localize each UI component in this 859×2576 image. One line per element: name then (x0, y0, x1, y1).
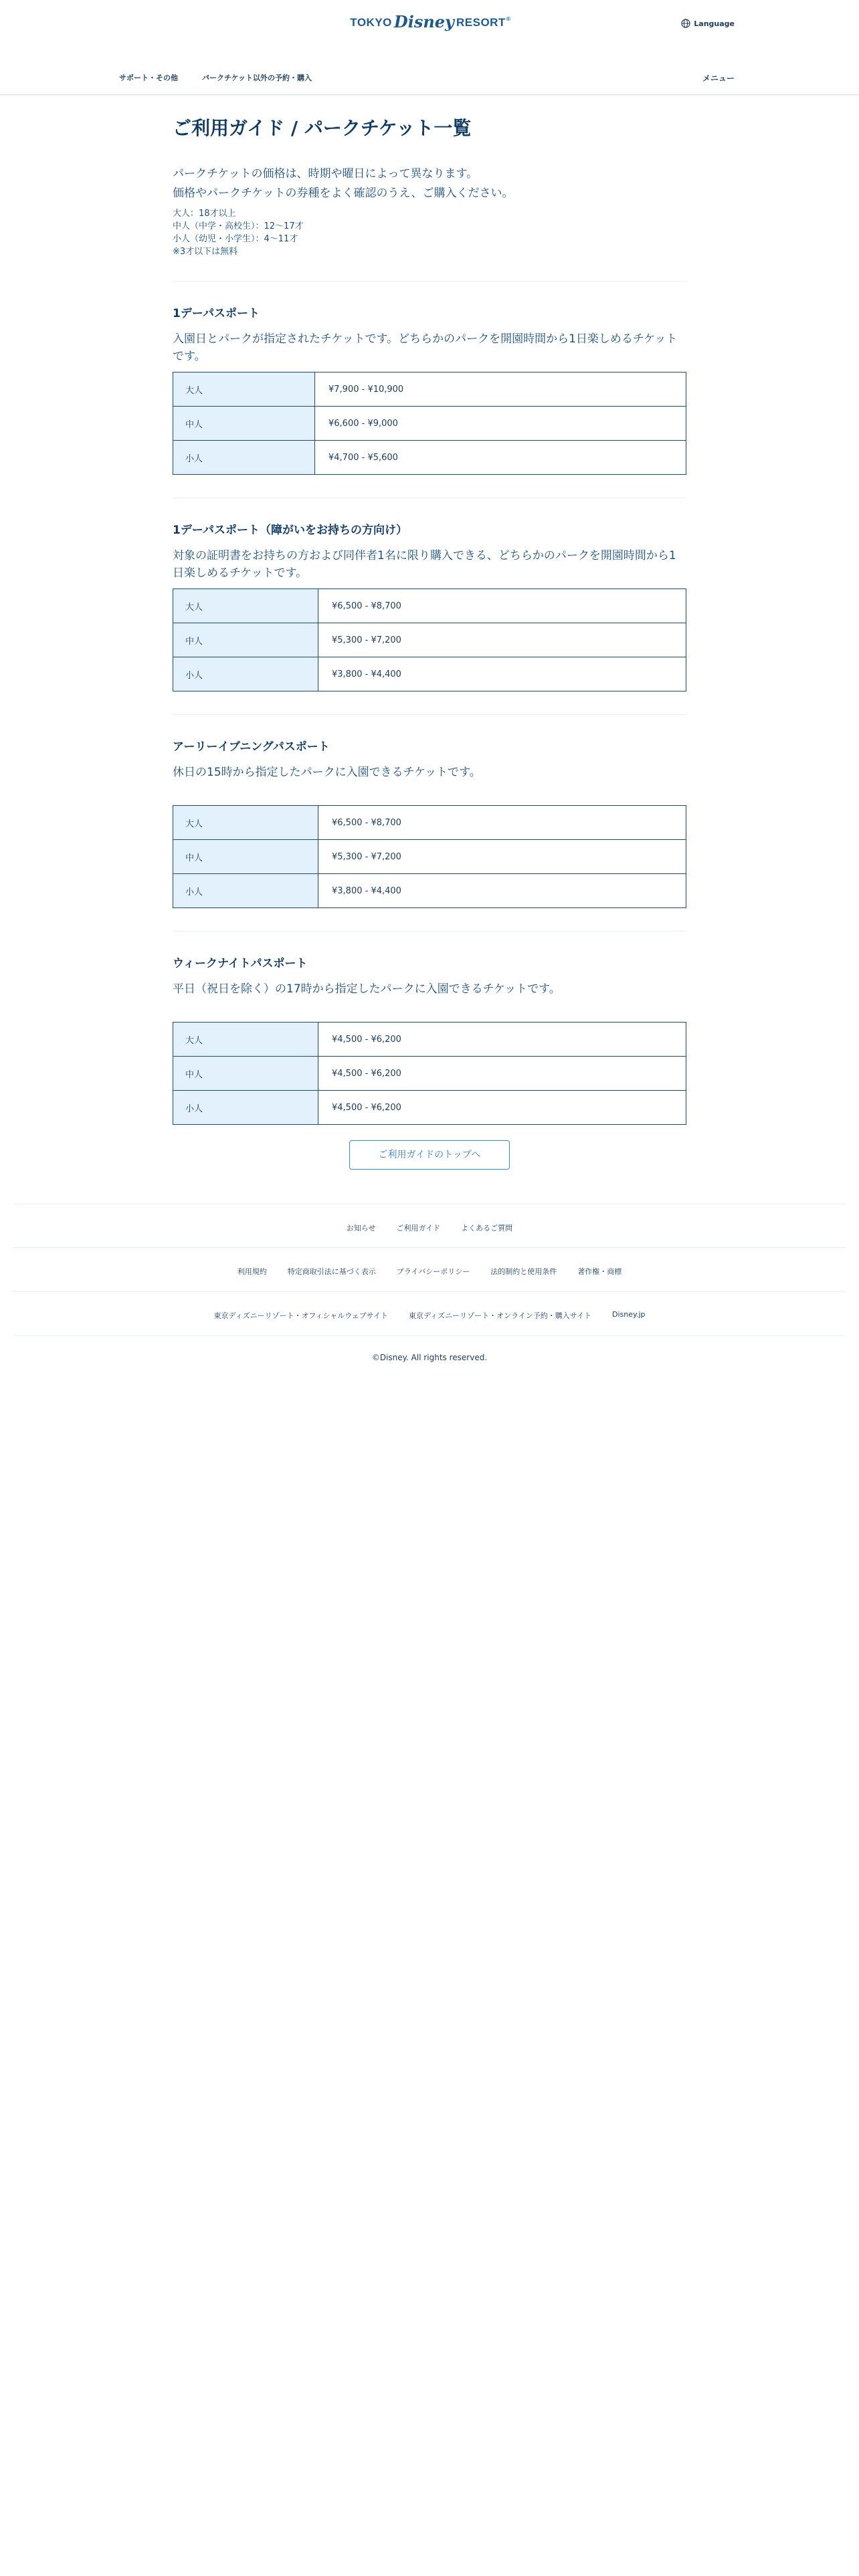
nav-non-park-ticket-booking[interactable]: パークチケット以外の予約・購入 (202, 74, 312, 82)
footer-links-legal (13, 1266, 846, 1277)
price-range: ¥4,500 - ¥6,200 (318, 1091, 686, 1125)
copyright: ©Disney. All rights reserved. (371, 1353, 488, 1362)
age-category: 大人 (173, 372, 315, 407)
footer-divider (13, 1335, 846, 1336)
table-row (173, 657, 686, 691)
table-row (173, 372, 686, 407)
footer-link-commercial-law[interactable]: 特定商取引法に基づく表示 (287, 1267, 376, 1276)
footer-link-news[interactable]: お知らせ (346, 1224, 376, 1232)
table-row (173, 806, 686, 840)
table-row (173, 623, 686, 657)
price-range: ¥4,500 - ¥6,200 (318, 1057, 686, 1091)
table-row (173, 1057, 686, 1091)
age-category: 中人 (173, 840, 318, 874)
price-table (173, 372, 686, 475)
table-row (173, 589, 686, 623)
footer-links-primary (13, 1222, 846, 1233)
back-button-wrap (173, 1140, 686, 1170)
site-header (0, 0, 859, 95)
table-row (173, 1091, 686, 1125)
section-title: 1デーパスポート (173, 307, 260, 320)
section-description: 休日の15時から指定したパークに入園できるチケットです。 (173, 766, 481, 779)
price-table (173, 588, 686, 691)
footer-link-disney-jp[interactable]: Disney.jp (612, 1310, 646, 1319)
table-row (173, 874, 686, 908)
section-description: 入園日とパークが指定されたチケットです。どちらかのパークを開園時間から1日楽しめるチケットです。 (173, 332, 678, 363)
age-category: 小人 (173, 657, 318, 691)
price-range: ¥4,700 - ¥5,600 (315, 441, 686, 475)
price-range: ¥6,600 - ¥9,000 (315, 407, 686, 441)
tokyo-disney-resort-logo[interactable] (350, 9, 510, 36)
header-nav (119, 72, 336, 83)
globe-icon (681, 19, 690, 28)
age-category: 大人 (173, 806, 318, 840)
table-row (173, 441, 686, 475)
logo-text-right: RESORT (456, 16, 506, 29)
price-range: ¥3,800 - ¥4,400 (318, 874, 686, 908)
footer-link-legal-conditions[interactable]: 法的制約と使用条件 (490, 1267, 557, 1276)
divider (173, 714, 686, 715)
section-title: アーリーイブニングパスポート (173, 740, 330, 754)
price-range: ¥6,500 - ¥8,700 (318, 589, 686, 623)
age-note: ※3才以下は無料 (173, 247, 238, 257)
divider (173, 281, 686, 282)
age-category: 中人 (173, 623, 318, 657)
footer-link-online-booking[interactable]: 東京ディズニーリゾート・オンライン予約・購入サイト (408, 1311, 592, 1320)
age-notes (173, 207, 686, 258)
table-row (173, 407, 686, 441)
price-range: ¥7,900 - ¥10,900 (315, 372, 686, 407)
page-title: ご利用ガイド / パークチケット一覧 (173, 117, 472, 139)
footer-divider (13, 1291, 846, 1292)
age-category: 大人 (173, 1023, 318, 1057)
table-row (173, 1023, 686, 1057)
price-range: ¥5,300 - ¥7,200 (318, 623, 686, 657)
section-description: 平日（祝日を除く）の17時から指定したパークに入園できるチケットです。 (173, 982, 561, 996)
ticket-section-1day-disability (173, 522, 686, 691)
section-description: 対象の証明書をお持ちの方および同伴者1名に限り購入できる、どちらかのパークを開園時間から1日楽しめるチケットです。 (173, 549, 676, 580)
price-range: ¥4,500 - ¥6,200 (318, 1023, 686, 1057)
price-range: ¥6,500 - ¥8,700 (318, 806, 686, 840)
price-range: ¥3,800 - ¥4,400 (318, 657, 686, 691)
age-category: 大人 (173, 589, 318, 623)
age-note: 小人（幼児・小学生）：4〜11才 (173, 234, 298, 244)
ticket-section-weeknight (173, 955, 686, 1125)
table-row (173, 840, 686, 874)
language-label: Language (694, 19, 735, 28)
logo-text-left: TOKYO (350, 16, 392, 29)
nav-support-other[interactable]: サポート・その他 (119, 74, 178, 82)
footer-link-copyright[interactable]: 著作権・商標 (577, 1267, 622, 1276)
section-title: 1デーパスポート（障がいをお持ちの方向け） (173, 524, 407, 537)
age-note: 中人（中学・高校生）：12〜17才 (173, 221, 304, 231)
footer-link-terms[interactable]: 利用規約 (237, 1267, 267, 1276)
ticket-section-1day (173, 305, 686, 475)
footer-links-sites (13, 1310, 846, 1321)
footer-link-faq[interactable]: よくあるご質問 (461, 1224, 513, 1232)
footer-link-official-site[interactable]: 東京ディズニーリゾート・オフィシャルウェブサイト (213, 1311, 388, 1320)
age-note: 大人：18才以上 (173, 209, 236, 219)
divider (173, 931, 686, 932)
footer-divider (13, 1247, 846, 1248)
language-selector[interactable] (681, 19, 735, 28)
intro-text: 価格やパークチケットの券種をよく確認のうえ、ご購入ください。 (173, 187, 514, 200)
menu-button[interactable]: メニュー (702, 74, 735, 83)
footer-link-guide[interactable]: ご利用ガイド (396, 1224, 441, 1232)
age-category: 小人 (173, 441, 315, 475)
ticket-section-early-evening (173, 738, 686, 908)
age-category: 中人 (173, 1057, 318, 1091)
intro-text: パークチケットの価格は、時期や曜日によって異なります。 (173, 167, 478, 181)
price-table (173, 1022, 686, 1125)
logo-registered-mark: ® (506, 16, 510, 22)
price-range: ¥5,300 - ¥7,200 (318, 840, 686, 874)
age-category: 小人 (173, 1091, 318, 1125)
main-content (173, 115, 686, 1170)
section-title: ウィークナイトパスポート (173, 957, 308, 970)
back-to-guide-top-button[interactable]: ご利用ガイドのトップへ (349, 1140, 510, 1170)
footer-link-privacy[interactable]: プライバシーポリシー (396, 1267, 470, 1276)
age-category: 小人 (173, 874, 318, 908)
age-category: 中人 (173, 407, 315, 441)
logo-text-mid: Disney (393, 11, 454, 31)
price-table (173, 805, 686, 908)
